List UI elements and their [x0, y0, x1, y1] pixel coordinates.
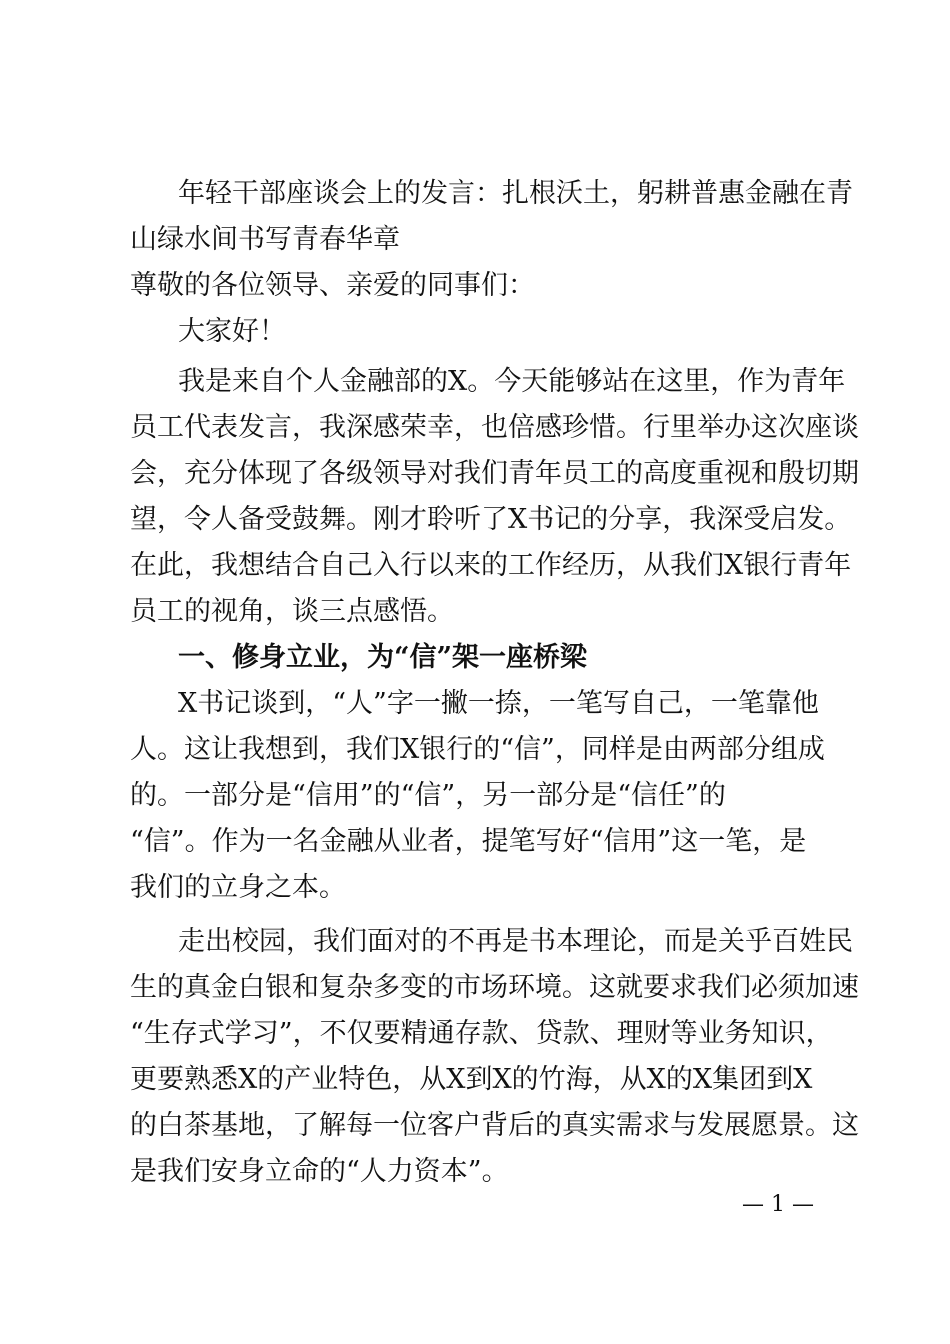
document-title-line-1: 年轻干部座谈会上的发言：扎根沃土，躬耕普惠金融在青 — [178, 178, 853, 209]
salutation: 尊敬的各位领导、亲爱的同事们： — [130, 270, 535, 301]
para3-line-4: 更要熟悉X的产业特色，从X到X的竹海，从X的X集团到X — [130, 1064, 813, 1095]
para2-line-5: 我们的立身之本。 — [130, 872, 346, 903]
greeting: 大家好！ — [178, 316, 286, 347]
para3-line-2: 生的真金白银和复杂多变的市场环境。这就要求我们必须加速 — [130, 972, 859, 1003]
para1-line-5: 在此，我想结合自己入行以来的工作经历，从我们X银行青年 — [130, 550, 852, 581]
para1-line-4: 望，令人备受鼓舞。刚才聆听了X书记的分享，我深受启发。 — [130, 504, 852, 535]
para3-line-3: “生存式学习”，不仅要精通存款、贷款、理财等业务知识， — [130, 1018, 833, 1049]
para1-line-6: 员工的视角，谈三点感悟。 — [130, 596, 454, 627]
page-number: — 1 — — [742, 1192, 814, 1217]
document-body — [130, 171, 859, 1195]
para2-line-1: X书记谈到，“人”字一撇一捺，一笔写自己，一笔靠他 — [178, 688, 819, 719]
para3-line-6: 是我们安身立命的“人力资本”。 — [130, 1156, 509, 1187]
document-title-line-2: 山绿水间书写青春华章 — [130, 224, 400, 255]
section-heading-1: 一、修身立业，为“信”架一座桥梁 — [178, 642, 588, 673]
para3-line-5: 的白茶基地，了解每一位客户背后的真实需求与发展愿景。这 — [130, 1110, 859, 1141]
para2-line-2: 人。这让我想到，我们X银行的“信”，同样是由两部分组成 — [130, 734, 825, 765]
para1-line-1: 我是来自个人金融部的X。今天能够站在这里，作为青年 — [178, 366, 846, 397]
para1-line-2: 员工代表发言，我深感荣幸，也倍感珍惜。行里举办这次座谈 — [130, 412, 859, 443]
para1-line-3: 会，充分体现了各级领导对我们青年员工的高度重视和殷切期 — [130, 458, 859, 489]
para2-line-4: “信”。作为一名金融从业者，提笔写好“信用”这一笔，是 — [130, 826, 807, 857]
para3-line-1: 走出校园，我们面对的不再是书本理论，而是关乎百姓民 — [178, 926, 853, 957]
para2-line-3: 的。一部分是“信用”的“信”，另一部分是“信任”的 — [130, 780, 726, 811]
